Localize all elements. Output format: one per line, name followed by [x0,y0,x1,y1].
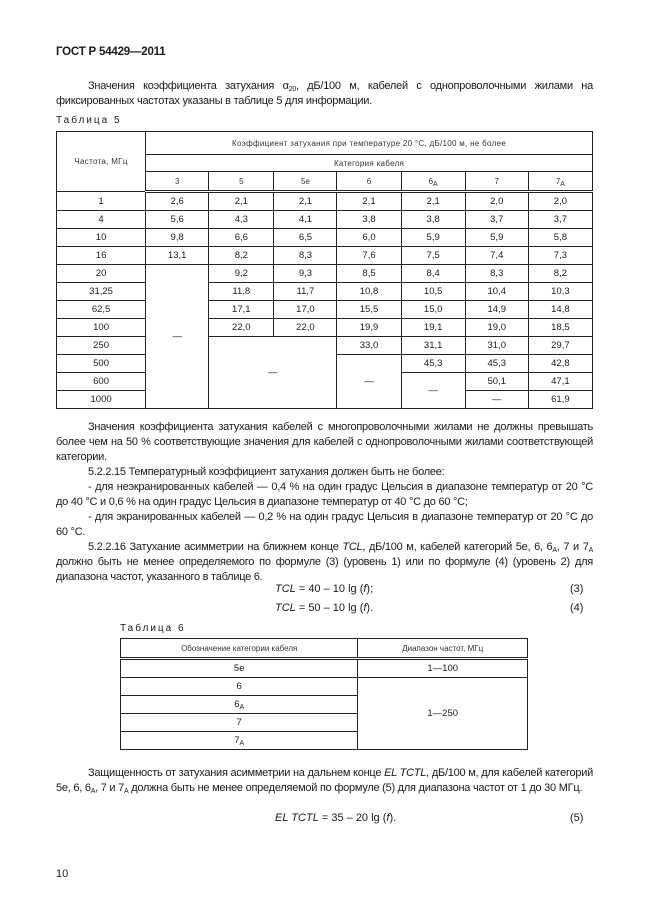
table-row: 5е 1—100 [121,659,528,678]
formula-5: EL TCTL = 35 – 20 lg (f). [275,812,397,824]
coefficient-header: Коэффициент затухания при температуре 20 °С, дБ/100 м, не более [146,132,593,155]
table-6 [120,638,528,750]
table-row: 16 13,1 8,2 8,3 7,6 7,5 7,4 7,3 [57,247,593,265]
category-6a: $6_A$ [401,172,465,192]
frequency-range-header: Диапазон частот, МГц [358,639,528,659]
table-row: 10 9,8 6,6 6,5 6,0 5,9 5,9 5,8 [57,229,593,247]
merged-dash-cat6a: — [401,373,465,409]
table-row: 20 — 9,2 9,3 8,5 8,4 8,3 8,2 [57,265,593,283]
formula-3: TCL = 40 – 10 lg (f); [275,583,374,595]
category-7a: $7_A$ [528,172,592,192]
intro-text: Значения коэффициента затухания α [88,80,289,92]
merged-dash-cat5-5e: — [209,337,337,409]
document-header: ГОСТ Р 54429—2011 [56,46,166,58]
table-row: $6_A$ [121,696,528,714]
equation-number-4: (4) [570,602,584,614]
table-row: 7 [121,714,528,732]
table-row: 600 — 50,1 47,1 [57,373,593,391]
section-5-2-2-15-title: 5.2.2.15 Температурный коэффициент затухания должен быть не более: [88,466,445,478]
shielded-item: - для экранированных кабелей — 0,2 % на один градус Цельсия в диапазоне температур от 20 °С до 60 °С. [56,511,593,538]
merged-range: 1—250 [358,678,528,750]
table-row: 31,25 11,8 11,7 10,8 10,5 10,4 10,3 [57,283,593,301]
category-7: 7 [465,172,528,192]
equation-number-5: (5) [570,812,584,824]
merged-dash-cat3: — [146,265,209,409]
table-row: 62,5 17,1 17,0 15,5 15,0 14,9 14,8 [57,301,593,319]
category-designation-header: Обозначение категории кабеля [121,639,358,659]
table-row: 6 1—250 [121,678,528,696]
table-row: 250 — 33,0 31,1 31,0 29,7 [57,337,593,355]
multistrand-paragraph: Значения коэффициента затухания кабелей с многопроволочными жилами не должны превышать более чем на 50 % соответствующие значения для кабелей с однопроволочными жилами соответствующей категории. [56,421,593,463]
equation-number-3: (3) [570,583,584,595]
merged-dash-cat6: — [337,355,401,409]
category-5e: 5е [274,172,337,192]
page-number: 10 [56,868,69,880]
table-row: $7_A$ [121,732,528,750]
unshielded-item: - для неэкранированных кабелей — 0,4 % на один градус Цельсия в диапазоне температур от 20 °С до 40 °С и 0,6 % на один градус Цельсия в диапазоне температур от 40 °С до 60 °С; [56,481,593,508]
table-row: 100 22,0 22,0 19,9 19,1 19,0 18,5 [57,319,593,337]
category-6: 6 [337,172,401,192]
el-tctl-paragraph: Защищенность от затухания асимметрии на дальнем конце EL TCTL, дБ/100 м, для кабелей категорий 5е, 6, $6_A$, 7 и $7_A$ должна быть не менее определяемой по формуле (5) для диапазона частот от 1 до 30 МГц. [56,767,593,795]
table-row: 500 — 45,3 45,3 42,8 [57,355,593,373]
table5-caption: Таблица 5 [56,115,122,126]
alpha-subscript: 20 [288,86,296,93]
formula-4: TCL = 50 – 10 lg (f). [275,602,374,614]
table-row: 1000 — 61,9 [57,391,593,409]
category-header: Категория кабеля [146,155,593,172]
table-row: 4 5,6 4,3 4,1 3,8 3,8 3,7 3,7 [57,211,593,229]
category-3: 3 [146,172,209,192]
category-5: 5 [209,172,274,192]
table6-caption: Таблица 6 [120,623,186,634]
intro-text-rest: , дБ/100 м, кабелей с однопроволочными жилами на фиксированных частотах указаны в таблице 5 для информации. [56,80,593,107]
frequency-header: Частота, МГц [57,132,146,192]
table-5 [56,131,593,409]
section-5-2-2-16: 5.2.2.16 Затухание асимметрии на ближнем конце TCL, дБ/100 м, кабелей категорий 5е, 6, $6_A$, 7 и $7_A$ должно быть не менее определяемого по формуле (3) (уровень 1) или по формуле (4) (уровень 2) для диапазона частот, указанного в таблице 6. [56,541,593,583]
intro-paragraph [56,79,593,109]
table-row: 1 2,6 2,1 2,1 2,1 2,1 2,0 2,0 [57,192,593,211]
